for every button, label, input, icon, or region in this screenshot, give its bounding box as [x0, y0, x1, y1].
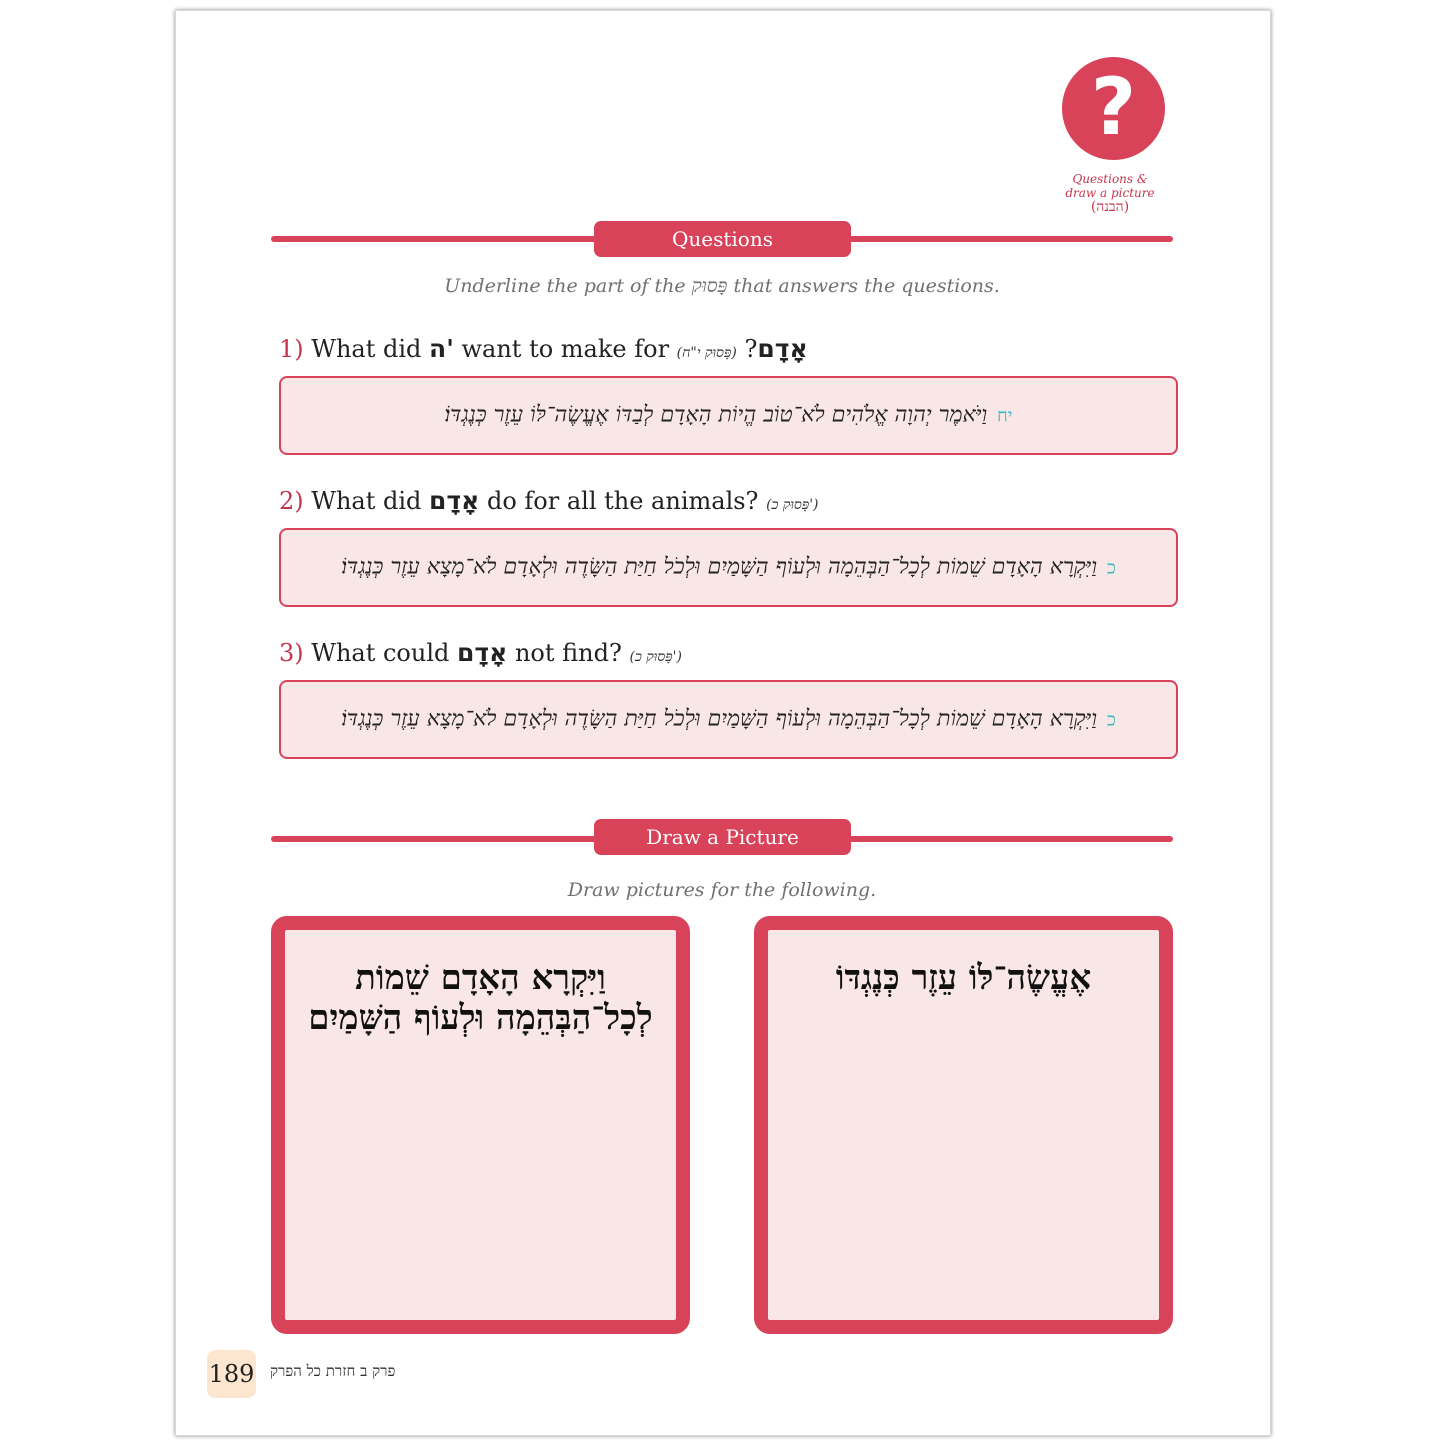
- verse-box-2[interactable]: [279, 528, 1178, 607]
- question-number: 1): [279, 335, 304, 363]
- draw-heading: Draw a Picture: [594, 819, 851, 855]
- question-mark-symbol: ?: [1090, 63, 1137, 153]
- verse-reference: (פָּסוּק כ'): [629, 649, 682, 665]
- verse-number: יח: [997, 405, 1013, 426]
- draw-prompt-right: אֶעֱשֶׂה־לּוֹ עֵזֶר כְּנֶגְדּוֹ: [835, 958, 1092, 998]
- question-mark-icon: [1062, 57, 1165, 160]
- draw-box-right[interactable]: [754, 916, 1173, 1334]
- draw-instruction: Draw pictures for the following.: [567, 879, 877, 901]
- badge-caption-line1: Questions &: [1072, 172, 1148, 186]
- question-3: 3) What could אָדָם not find? (פָּסוּק כ'): [279, 638, 682, 667]
- verse-number: כ: [1106, 709, 1116, 730]
- verse-text[interactable]: כוַיִּקְרָא הָאָדָם שֵׁמוֹת לְכָל־הַבְּהֵמָה וּלְעוֹף הַשָּׁמַיִם וּלְכֹל חַיַּת הַשָּׂדֶה וּלְאָדָם לֹא־מָצָא עֵזֶר כְּנֶגְדּוֹ׃: [341, 706, 1116, 731]
- page-number: 189: [207, 1350, 256, 1398]
- question-number: 2): [279, 487, 304, 515]
- question-1: 1) What did ה' want to make for אָדָם? (פָּסוּק י"ח): [279, 334, 808, 363]
- verse-box-1[interactable]: [279, 376, 1178, 455]
- verse-reference: (פָּסוּק י"ח): [676, 345, 737, 361]
- verse-box-3[interactable]: [279, 680, 1178, 759]
- questions-heading: Questions: [594, 221, 851, 257]
- badge-caption: [1050, 172, 1170, 214]
- question-2: 2) What did אָדָם do for all the animals? (פָּסוּק כ'): [279, 486, 819, 515]
- question-number: 3): [279, 639, 304, 667]
- chapter-label: פרק ב חזרת כל הפרק: [270, 1362, 396, 1380]
- verse-number: כ: [1106, 557, 1116, 578]
- verse-text[interactable]: יחוַיֹּאמֶר יְהוָה אֱלֹהִים לֹא־טוֹב הֱיוֹת הָאָדָם לְבַדּוֹ אֶעֱשֶׂה־לּוֹ עֵזֶר כְּנֶגְדּוֹ׃: [444, 402, 1013, 427]
- verse-reference: (פָּסוּק כ'): [766, 497, 819, 513]
- draw-box-left[interactable]: [271, 916, 690, 1334]
- draw-prompt-left: וַיִּקְרָא הָאָדָם שֵׁמוֹת לְכָל־הַבְּהֵמָה וּלְעוֹף הַשָּׁמַיִם: [308, 958, 653, 1038]
- badge-caption-hebrew: (הבנה): [1090, 199, 1130, 215]
- questions-instruction: Underline the part of the פָּסוּק that answers the questions.: [444, 275, 1000, 297]
- verse-text[interactable]: כוַיִּקְרָא הָאָדָם שֵׁמוֹת לְכָל־הַבְּהֵמָה וּלְעוֹף הַשָּׁמַיִם וּלְכֹל חַיַּת הַשָּׂדֶה וּלְאָדָם לֹא־מָצָא עֵזֶר כְּנֶגְדּוֹ׃: [341, 554, 1116, 579]
- badge-caption-line2: draw a picture: [1065, 186, 1155, 200]
